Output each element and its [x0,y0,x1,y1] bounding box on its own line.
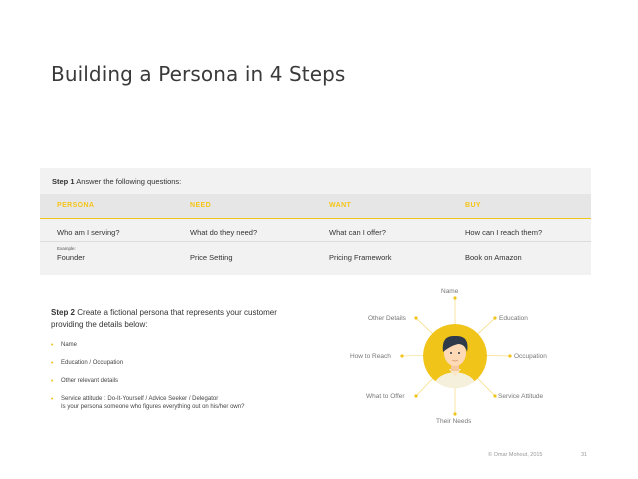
bullet-icon: • [51,378,54,385]
bullet-icon: • [51,396,54,403]
list-item: • Name [51,342,78,349]
col-buy: BUY [465,202,481,209]
label-other-details: Other Details [368,315,406,322]
example-want: Pricing Framework [329,253,392,262]
persona-diagram [340,280,570,430]
page-number: 31 [581,452,588,458]
step1-panel [40,168,591,275]
label-education: Education [499,315,528,322]
question-want: What can I offer? [329,228,386,237]
page-title: Building a Persona in 4 Steps [51,62,346,86]
question-persona: Who am I serving? [57,228,120,237]
table-header [40,194,591,219]
avatar [423,324,487,392]
step2-heading [51,307,291,331]
step2-text: Create a fictional persona that represents your customer providing the details below: [51,308,277,329]
step2-label: Step 2 [51,308,76,317]
step1-text: Answer the following questions: [76,177,182,186]
col-need: NEED [190,202,212,209]
bullet-subtext: Is your persona someone who figures everything out on his/her own? [61,404,245,410]
col-want: WANT [329,202,352,209]
step1-heading [52,177,181,186]
label-how-to-reach: How to Reach [350,353,391,360]
row-divider [40,241,591,242]
bullet-icon: • [51,342,54,349]
example-label: Example: [57,246,76,251]
col-persona: PERSONA [57,202,95,209]
question-buy: How can I reach them? [465,228,543,237]
example-buy: Book on Amazon [465,253,522,262]
list-item: • Education / Occupation [51,360,124,367]
list-item: • Service attitude : Do-It-Yourself / Advice Seeker / Delegator Is your persona someone who figures everything out on his/her own? [51,396,245,410]
label-service-attitude: Service Attitude [498,393,544,400]
bullet-icon: • [51,360,54,367]
step1-label: Step 1 [52,177,75,186]
question-need: What do they need? [190,228,258,237]
label-occupation: Occupation [514,353,547,360]
step2-bullet-list [51,342,244,414]
footer-copyright: © Omar Mohout, 2015 [488,452,543,458]
list-item: • Other relevant details [51,378,119,385]
label-what-to-offer: What to Offer [366,393,405,400]
label-their-needs: Their Needs [436,418,472,425]
example-persona: Founder [57,253,85,262]
example-need: Price Setting [190,253,233,262]
label-name: Name [441,288,459,295]
